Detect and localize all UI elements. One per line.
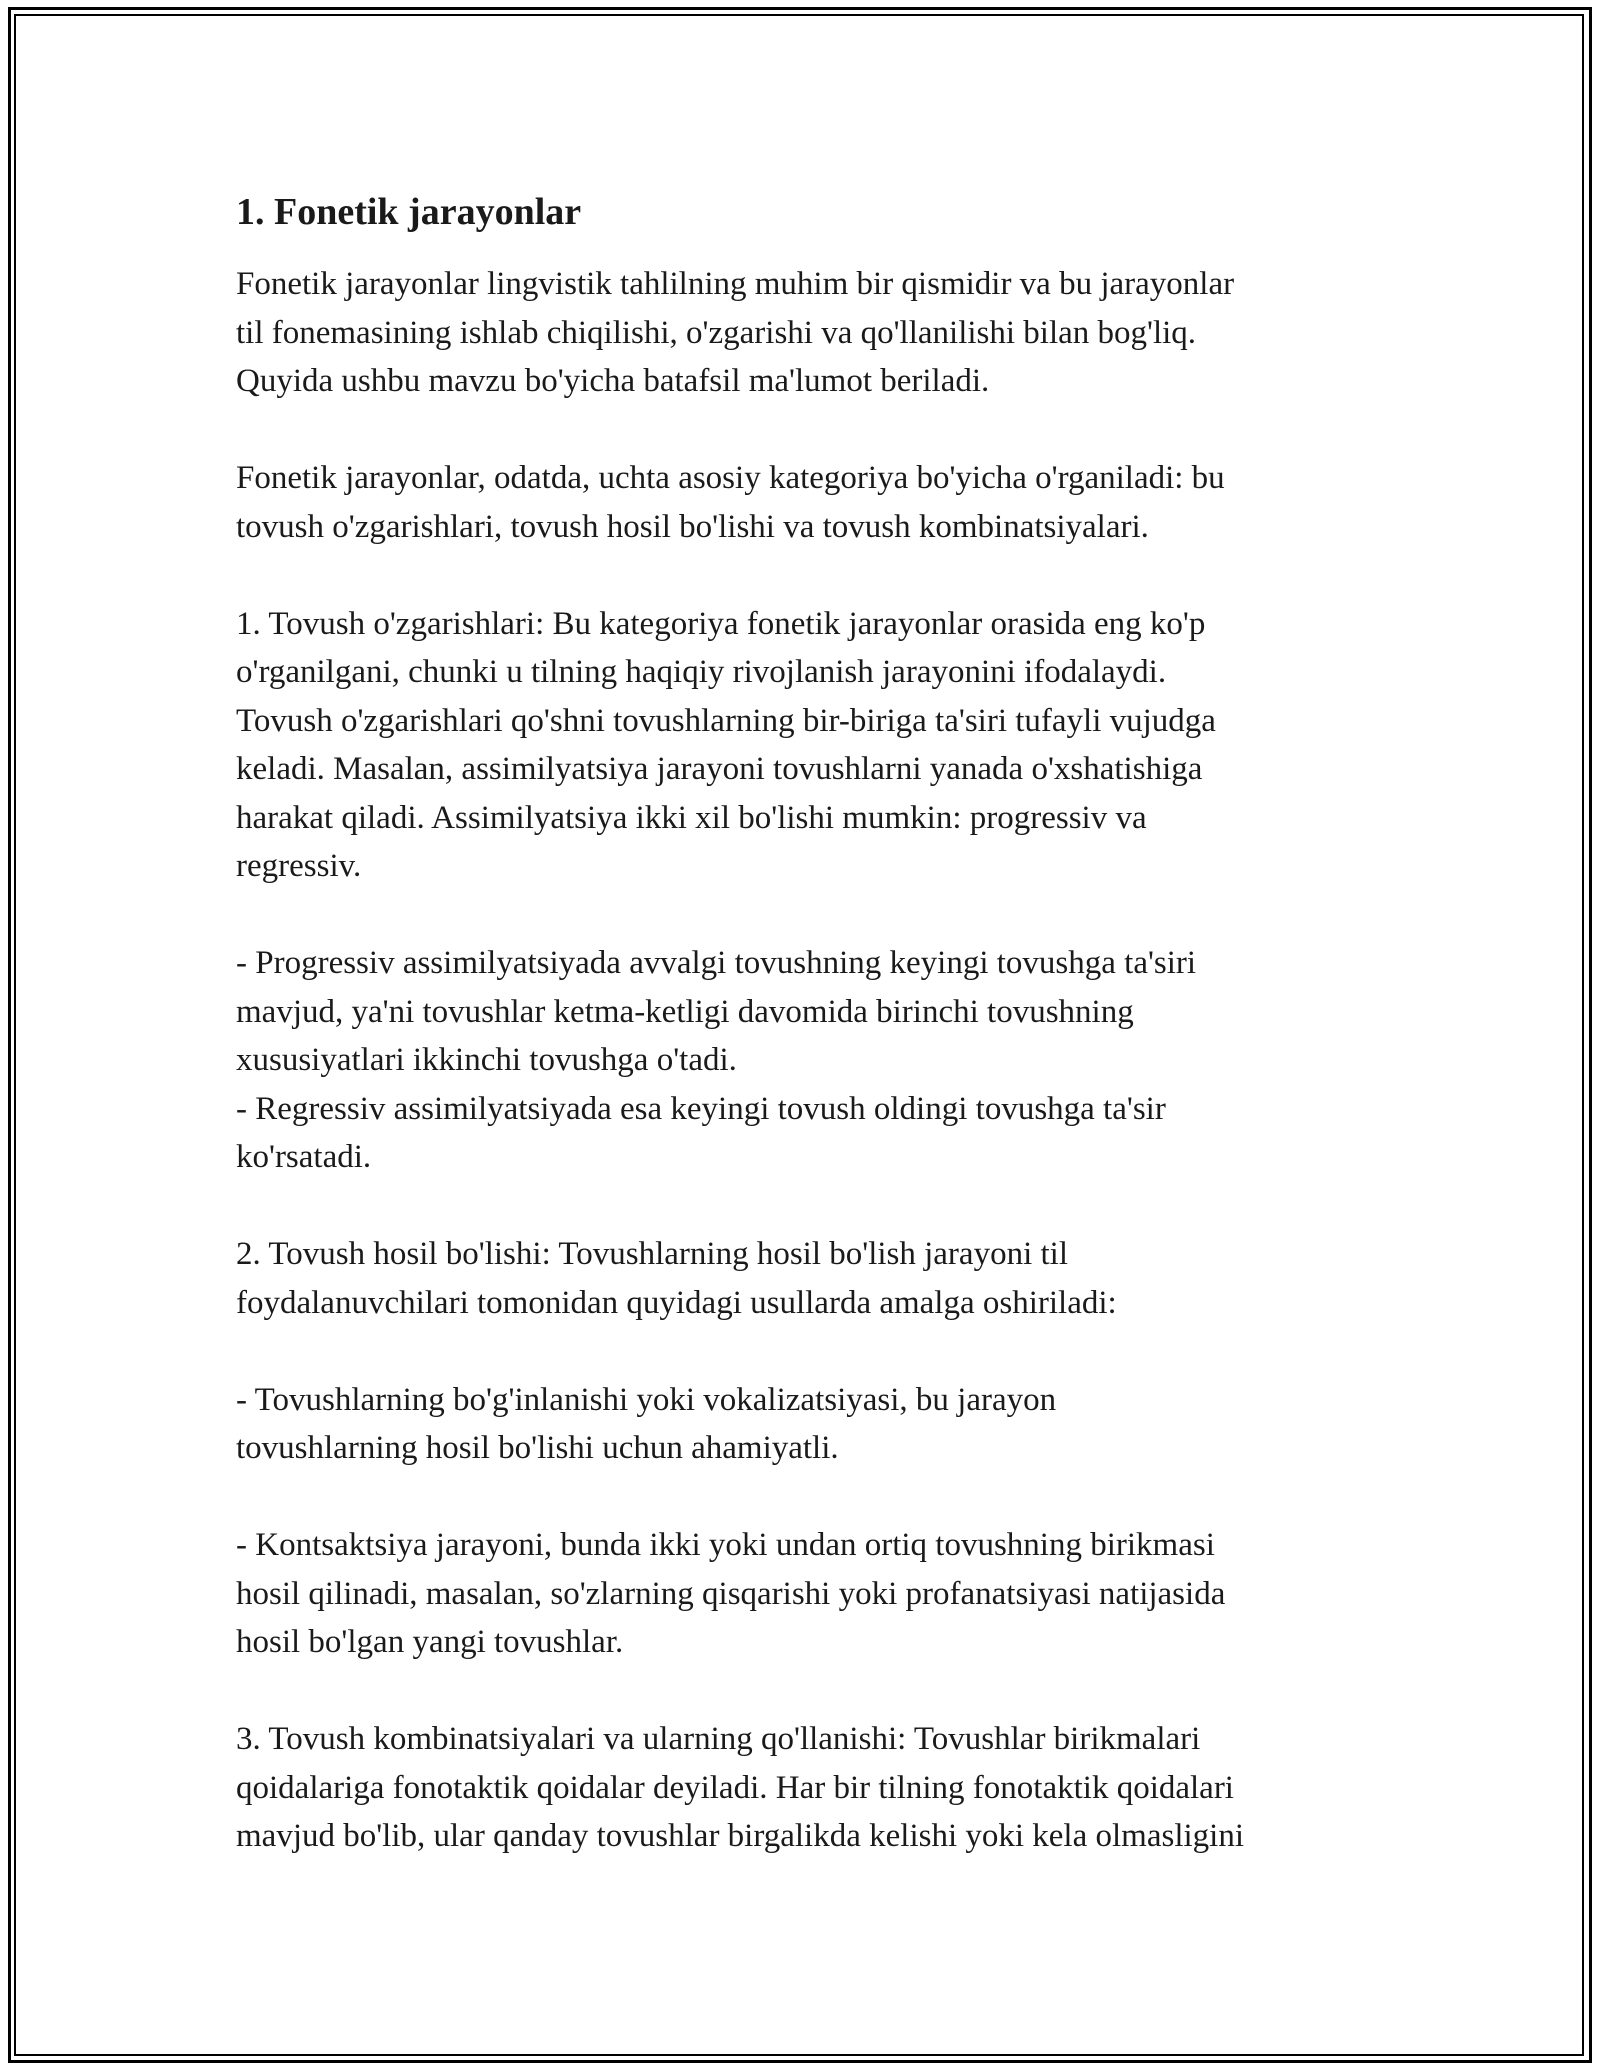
paragraph-vocalization: - Tovushlarning bo'g'inlanishi yoki vokalizatsiyasi, bu jarayon tovushlarning hosil bo'lishi uchun ahamiyatli.: [236, 1381, 1057, 1466]
paragraph-sound-changes: 1. Tovush o'zgarishlari: Bu kategoriya fonetik jarayonlar orasida eng ko'p o'rganilgani, chunki u tilning haqiqiy rivojlanish jarayonini ifodalaydi. Tovush o'zgarishlari qo'shni tovushlarning bir-biriga ta'siri tufayli vujudga keladi. Masalan, assimilyatsiya jarayoni tovushlarni yanada o'xshatishiga harakat qiladi. Assimilyatsiya ikki xil bo'lishi mumkin: progressiv va regressiv.: [236, 605, 1216, 884]
document-body: [236, 188, 1366, 1909]
paragraph-contraction: - Kontsaktsiya jarayoni, bunda ikki yoki undan ortiq tovushning birikmasi hosil qilinadi, masalan, so'zlarning qisqarishi yoki profanatsiyasi natijasida hosil bo'lgan yangi tovushlar.: [236, 1527, 1226, 1660]
paragraph-sound-formation: 2. Tovush hosil bo'lishi: Tovushlarning hosil bo'lish jarayoni til foydalanuvchilari tomonidan quyidagi usullarda amalga oshiriladi:: [236, 1236, 1117, 1321]
section-heading: 1. Fonetik jarayonlar: [236, 191, 582, 233]
paragraph-regressive: - Regressiv assimilyatsiyada esa keyingi tovush oldingi tovushga ta'sir ko'rsatadi.: [236, 1090, 1166, 1175]
paragraph-intro: Fonetik jarayonlar lingvistik tahlilning muhim bir qismidir va bu jarayonlar til fonemasining ishlab chiqilishi, o'zgarishi va qo'llanilishi bilan bog'liq. Quyida ushbu mavzu bo'yicha batafsil ma'lumot beriladi.: [236, 266, 1235, 399]
paragraph-progressive: - Progressiv assimilyatsiyada avvalgi tovushning keyingi tovushga ta'siri mavjud, ya'ni tovushlar ketma-ketligi davomida birinchi tovushning xususiyatlari ikkinchi tovushga o'tadi.: [236, 945, 1197, 1078]
paragraph-combinations: 3. Tovush kombinatsiyalari va ularning qo'llanishi: Tovushlar birikmalari qoidalariga fonotaktik qoidalar deyiladi. Har bir tilning fonotaktik qoidalari mavjud bo'lib, ular qanday tovushlar birgalikda kelishi yoki kela olmasligini: [236, 1721, 1244, 1854]
paragraph-categories: Fonetik jarayonlar, odatda, uchta asosiy kategoriya bo'yicha o'rganiladi: bu tovush o'zgarishlari, tovush hosil bo'lishi va tovush kombinatsiyalari.: [236, 460, 1225, 545]
